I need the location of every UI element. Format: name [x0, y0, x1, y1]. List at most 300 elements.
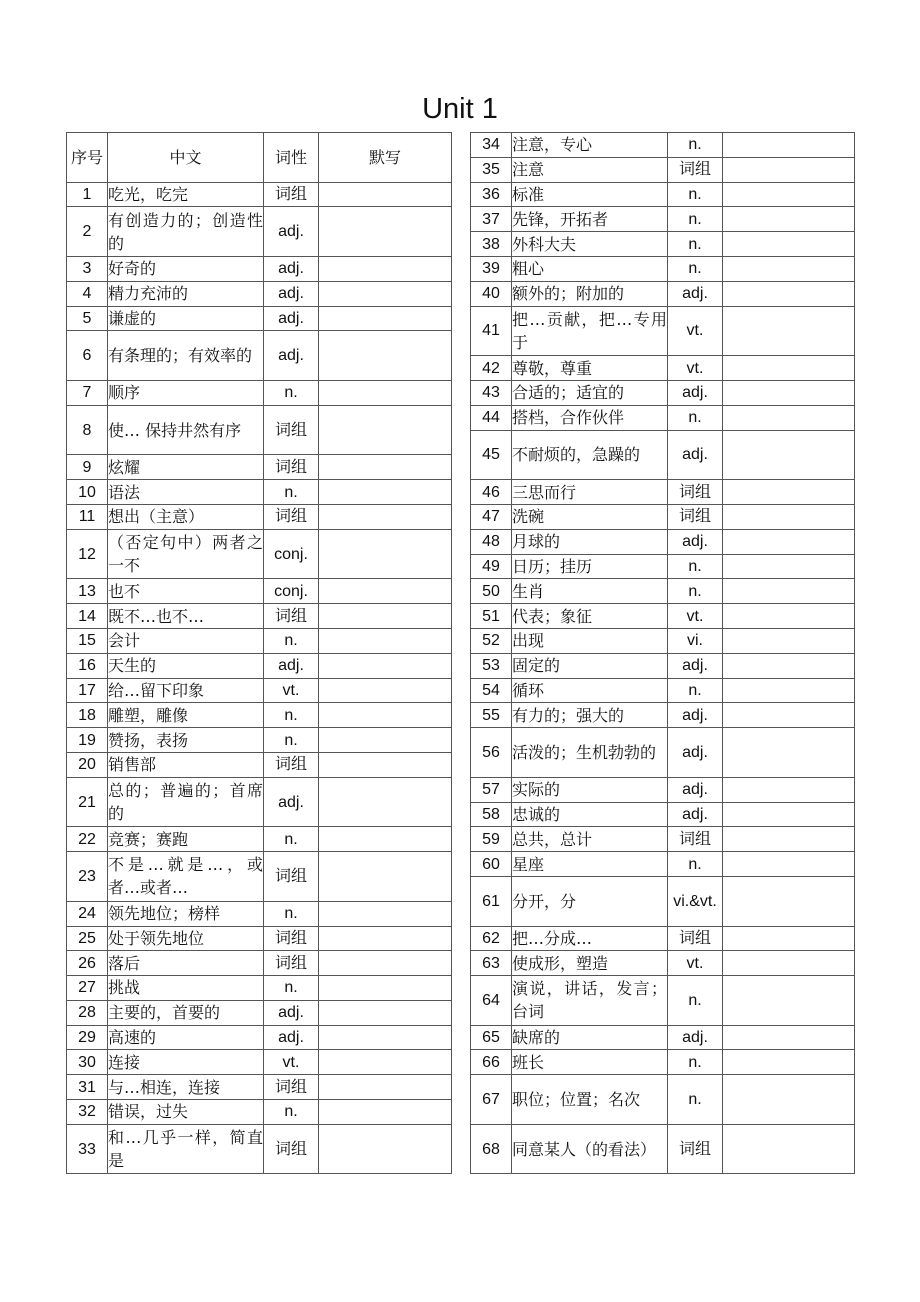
chinese-meaning: 高速的: [108, 1025, 264, 1050]
chinese-meaning: 月球的: [512, 529, 668, 554]
dictation-cell[interactable]: [723, 604, 855, 629]
header-number: 序号: [67, 133, 108, 183]
table-row: [471, 579, 855, 604]
chinese-meaning: 搭档，合作伙伴: [512, 405, 668, 430]
part-of-speech: n.: [668, 133, 723, 158]
row-number: 59: [471, 827, 512, 852]
table-row: [67, 1100, 452, 1125]
row-number: 27: [67, 976, 108, 1001]
part-of-speech: adj.: [264, 1025, 319, 1050]
chinese-meaning: 有力的；强大的: [512, 703, 668, 728]
dictation-cell[interactable]: [319, 1025, 452, 1050]
row-number: 55: [471, 703, 512, 728]
chinese-meaning: 合适的；适宜的: [512, 380, 668, 405]
chinese-meaning: 语法: [108, 480, 264, 505]
part-of-speech: vi.&vt.: [668, 876, 723, 926]
row-number: 10: [67, 480, 108, 505]
row-number: 56: [471, 728, 512, 778]
chinese-meaning: 缺席的: [512, 1025, 668, 1050]
part-of-speech: 词组: [264, 182, 319, 207]
table-row: [471, 182, 855, 207]
row-number: 37: [471, 207, 512, 232]
table-row: [471, 1025, 855, 1050]
dictation-cell[interactable]: [723, 926, 855, 951]
part-of-speech: n.: [264, 1100, 319, 1125]
part-of-speech: n.: [668, 678, 723, 703]
chinese-meaning: 炫耀: [108, 455, 264, 480]
row-number: 9: [67, 455, 108, 480]
part-of-speech: adj.: [668, 380, 723, 405]
dictation-cell[interactable]: [319, 405, 452, 455]
header-part-of-speech: 词性: [264, 133, 319, 183]
dictation-cell[interactable]: [319, 207, 452, 257]
header-chinese: 中文: [108, 133, 264, 183]
chinese-meaning: 出现: [512, 628, 668, 653]
part-of-speech: conj.: [264, 579, 319, 604]
dictation-cell[interactable]: [319, 480, 452, 505]
row-number: 50: [471, 579, 512, 604]
chinese-meaning: 总的；普遍的；首席的: [108, 777, 264, 827]
dictation-cell[interactable]: [723, 852, 855, 877]
table-row: [67, 852, 452, 902]
chinese-meaning: 也不: [108, 579, 264, 604]
row-number: 61: [471, 876, 512, 926]
dictation-cell[interactable]: [319, 306, 452, 331]
row-number: 62: [471, 926, 512, 951]
dictation-cell[interactable]: [723, 232, 855, 257]
chinese-meaning: 星座: [512, 852, 668, 877]
part-of-speech: adj.: [668, 1025, 723, 1050]
part-of-speech: adj.: [668, 529, 723, 554]
part-of-speech: 词组: [264, 405, 319, 455]
dictation-cell[interactable]: [723, 133, 855, 158]
chinese-meaning: 谦虚的: [108, 306, 264, 331]
chinese-meaning: 代表；象征: [512, 604, 668, 629]
table-row: [67, 529, 452, 579]
dictation-cell[interactable]: [723, 281, 855, 306]
row-number: 63: [471, 951, 512, 976]
part-of-speech: n.: [668, 232, 723, 257]
row-number: 25: [67, 926, 108, 951]
dictation-cell[interactable]: [723, 1025, 855, 1050]
table-row: [471, 281, 855, 306]
row-number: 40: [471, 281, 512, 306]
dictation-cell[interactable]: [723, 653, 855, 678]
dictation-cell[interactable]: [723, 480, 855, 505]
dictation-cell[interactable]: [723, 1075, 855, 1125]
table-row: [67, 579, 452, 604]
table-row: [471, 405, 855, 430]
row-number: 34: [471, 133, 512, 158]
dictation-cell[interactable]: [723, 306, 855, 356]
part-of-speech: 词组: [264, 455, 319, 480]
part-of-speech: n.: [668, 182, 723, 207]
dictation-cell[interactable]: [319, 728, 452, 753]
chinese-meaning: 三思而行: [512, 480, 668, 505]
dictation-cell[interactable]: [723, 876, 855, 926]
row-number: 64: [471, 976, 512, 1026]
dictation-cell[interactable]: [723, 827, 855, 852]
row-number: 19: [67, 728, 108, 753]
part-of-speech: conj.: [264, 529, 319, 579]
part-of-speech: 词组: [264, 926, 319, 951]
chinese-meaning: 会计: [108, 628, 264, 653]
dictation-cell[interactable]: [319, 1000, 452, 1025]
row-number: 35: [471, 157, 512, 182]
chinese-meaning: 分开，分: [512, 876, 668, 926]
part-of-speech: n.: [668, 852, 723, 877]
dictation-cell[interactable]: [723, 182, 855, 207]
row-number: 42: [471, 356, 512, 381]
dictation-cell[interactable]: [319, 1100, 452, 1125]
chinese-meaning: 额外的；附加的: [512, 281, 668, 306]
part-of-speech: adj.: [264, 331, 319, 381]
dictation-cell[interactable]: [723, 256, 855, 281]
row-number: 30: [67, 1050, 108, 1075]
dictation-cell[interactable]: [319, 504, 452, 529]
chinese-meaning: 主要的，首要的: [108, 1000, 264, 1025]
row-number: 33: [67, 1124, 108, 1174]
table-row: [471, 529, 855, 554]
chinese-meaning: 落后: [108, 951, 264, 976]
chinese-meaning: 竞赛；赛跑: [108, 827, 264, 852]
row-number: 24: [67, 901, 108, 926]
table-row: [471, 380, 855, 405]
row-number: 48: [471, 529, 512, 554]
row-number: 6: [67, 331, 108, 381]
header-dictation: 默写: [319, 133, 452, 183]
part-of-speech: n.: [668, 554, 723, 579]
row-number: 20: [67, 752, 108, 777]
part-of-speech: n.: [668, 256, 723, 281]
table-row: [67, 951, 452, 976]
row-number: 17: [67, 678, 108, 703]
row-number: 23: [67, 852, 108, 902]
dictation-cell[interactable]: [723, 678, 855, 703]
chinese-meaning: 使… 保持井然有序: [108, 405, 264, 455]
table-row: [67, 901, 452, 926]
chinese-meaning: 有创造力的；创造性的: [108, 207, 264, 257]
chinese-meaning: 注意: [512, 157, 668, 182]
table-row: [67, 306, 452, 331]
dictation-cell[interactable]: [319, 182, 452, 207]
page-title: Unit 1: [422, 93, 498, 125]
part-of-speech: adj.: [264, 777, 319, 827]
row-number: 29: [67, 1025, 108, 1050]
dictation-cell[interactable]: [319, 678, 452, 703]
table-row: [471, 133, 855, 158]
table-row: [471, 480, 855, 505]
table-row: [471, 1124, 855, 1174]
dictation-cell[interactable]: [319, 281, 452, 306]
table-row: [67, 628, 452, 653]
chinese-meaning: 固定的: [512, 653, 668, 678]
part-of-speech: vt.: [668, 356, 723, 381]
row-number: 54: [471, 678, 512, 703]
table-row: [67, 926, 452, 951]
table-row: [471, 653, 855, 678]
part-of-speech: adj.: [668, 430, 723, 480]
table-row: [471, 356, 855, 381]
part-of-speech: 词组: [668, 157, 723, 182]
part-of-speech: n.: [668, 1050, 723, 1075]
dictation-cell[interactable]: [319, 1124, 452, 1174]
row-number: 67: [471, 1075, 512, 1125]
table-row: [67, 1124, 452, 1174]
table-row: [67, 504, 452, 529]
chinese-meaning: 吃光，吃完: [108, 182, 264, 207]
chinese-meaning: 职位；位置；名次: [512, 1075, 668, 1125]
row-number: 66: [471, 1050, 512, 1075]
table-row: [67, 604, 452, 629]
row-number: 46: [471, 480, 512, 505]
table-row: [471, 926, 855, 951]
table-row: [67, 256, 452, 281]
dictation-cell[interactable]: [319, 852, 452, 902]
row-number: 49: [471, 554, 512, 579]
vocab-table-left: [66, 132, 452, 1174]
part-of-speech: 词组: [668, 827, 723, 852]
part-of-speech: n.: [668, 405, 723, 430]
dictation-cell[interactable]: [723, 802, 855, 827]
table-row: [471, 951, 855, 976]
dictation-cell[interactable]: [319, 331, 452, 381]
chinese-meaning: 生肖: [512, 579, 668, 604]
part-of-speech: 词组: [264, 752, 319, 777]
table-row: [67, 455, 452, 480]
part-of-speech: adj.: [264, 653, 319, 678]
table-row: [471, 852, 855, 877]
table-row: [471, 554, 855, 579]
dictation-cell[interactable]: [319, 752, 452, 777]
chinese-meaning: 挑战: [108, 976, 264, 1001]
part-of-speech: n.: [264, 480, 319, 505]
part-of-speech: adj.: [264, 1000, 319, 1025]
chinese-meaning: 先锋，开拓者: [512, 207, 668, 232]
row-number: 21: [67, 777, 108, 827]
row-number: 11: [67, 504, 108, 529]
chinese-meaning: 连接: [108, 1050, 264, 1075]
part-of-speech: adj.: [668, 802, 723, 827]
dictation-cell[interactable]: [319, 256, 452, 281]
chinese-meaning: （否定句中）两者之一不: [108, 529, 264, 579]
chinese-meaning: 雕塑，雕像: [108, 703, 264, 728]
dictation-cell[interactable]: [723, 380, 855, 405]
dictation-cell[interactable]: [723, 628, 855, 653]
table-row: [67, 380, 452, 405]
row-number: 39: [471, 256, 512, 281]
table-row: [471, 604, 855, 629]
part-of-speech: n.: [264, 827, 319, 852]
dictation-cell[interactable]: [319, 529, 452, 579]
row-number: 44: [471, 405, 512, 430]
part-of-speech: adj.: [668, 703, 723, 728]
dictation-cell[interactable]: [723, 1124, 855, 1174]
dictation-cell[interactable]: [723, 703, 855, 728]
chinese-meaning: 忠诚的: [512, 802, 668, 827]
part-of-speech: vt.: [668, 306, 723, 356]
part-of-speech: 词组: [264, 504, 319, 529]
dictation-cell[interactable]: [319, 976, 452, 1001]
dictation-cell[interactable]: [723, 579, 855, 604]
table-row: [67, 1050, 452, 1075]
row-number: 14: [67, 604, 108, 629]
chinese-meaning: 注意，专心: [512, 133, 668, 158]
dictation-cell[interactable]: [319, 703, 452, 728]
row-number: 57: [471, 777, 512, 802]
row-number: 5: [67, 306, 108, 331]
chinese-meaning: 给…留下印象: [108, 678, 264, 703]
table-row: [67, 331, 452, 381]
table-row: [67, 1025, 452, 1050]
chinese-meaning: 处于领先地位: [108, 926, 264, 951]
table-row: [67, 653, 452, 678]
table-row: [67, 405, 452, 455]
row-number: 47: [471, 504, 512, 529]
table-row: [67, 777, 452, 827]
part-of-speech: vt.: [668, 604, 723, 629]
dictation-cell[interactable]: [319, 455, 452, 480]
row-number: 16: [67, 653, 108, 678]
dictation-cell[interactable]: [319, 1075, 452, 1100]
table-row: [471, 1075, 855, 1125]
dictation-cell[interactable]: [723, 504, 855, 529]
table-row: [67, 827, 452, 852]
part-of-speech: n.: [264, 628, 319, 653]
table-row: [67, 703, 452, 728]
row-number: 7: [67, 380, 108, 405]
table-row: [67, 207, 452, 257]
part-of-speech: vi.: [668, 628, 723, 653]
table-row: [67, 678, 452, 703]
dictation-cell[interactable]: [319, 579, 452, 604]
chinese-meaning: 有条理的；有效率的: [108, 331, 264, 381]
table-row: [471, 628, 855, 653]
chinese-meaning: 销售部: [108, 752, 264, 777]
dictation-cell[interactable]: [319, 901, 452, 926]
dictation-cell[interactable]: [319, 380, 452, 405]
dictation-cell[interactable]: [723, 951, 855, 976]
table-row: [471, 827, 855, 852]
dictation-cell[interactable]: [723, 207, 855, 232]
table-header-row: [67, 133, 452, 183]
chinese-meaning: 外科大夫: [512, 232, 668, 257]
part-of-speech: n.: [668, 976, 723, 1026]
part-of-speech: 词组: [668, 926, 723, 951]
dictation-cell[interactable]: [319, 777, 452, 827]
table-row: [471, 157, 855, 182]
chinese-meaning: 领先地位；榜样: [108, 901, 264, 926]
row-number: 36: [471, 182, 512, 207]
dictation-cell[interactable]: [723, 405, 855, 430]
chinese-meaning: 尊敬，尊重: [512, 356, 668, 381]
table-row: [471, 703, 855, 728]
chinese-meaning: 循环: [512, 678, 668, 703]
row-number: 3: [67, 256, 108, 281]
chinese-meaning: 同意某人（的看法）: [512, 1124, 668, 1174]
table-row: [67, 752, 452, 777]
table-row: [471, 232, 855, 257]
row-number: 68: [471, 1124, 512, 1174]
row-number: 45: [471, 430, 512, 480]
part-of-speech: adj.: [668, 281, 723, 306]
part-of-speech: n.: [264, 728, 319, 753]
dictation-cell[interactable]: [723, 728, 855, 778]
row-number: 65: [471, 1025, 512, 1050]
row-number: 38: [471, 232, 512, 257]
dictation-cell[interactable]: [723, 356, 855, 381]
chinese-meaning: 活泼的；生机勃勃的: [512, 728, 668, 778]
dictation-cell[interactable]: [319, 653, 452, 678]
chinese-meaning: 使成形，塑造: [512, 951, 668, 976]
dictation-cell[interactable]: [723, 157, 855, 182]
part-of-speech: adj.: [668, 653, 723, 678]
part-of-speech: 词组: [264, 1124, 319, 1174]
dictation-cell[interactable]: [723, 777, 855, 802]
dictation-cell[interactable]: [319, 604, 452, 629]
row-number: 51: [471, 604, 512, 629]
chinese-meaning: 演说，讲话，发言；台词: [512, 976, 668, 1026]
dictation-cell[interactable]: [723, 554, 855, 579]
chinese-meaning: 把…分成…: [512, 926, 668, 951]
dictation-cell[interactable]: [319, 827, 452, 852]
part-of-speech: 词组: [264, 1075, 319, 1100]
dictation-cell[interactable]: [319, 1050, 452, 1075]
table-row: [471, 207, 855, 232]
part-of-speech: 词组: [264, 852, 319, 902]
chinese-meaning: 精力充沛的: [108, 281, 264, 306]
table-row: [471, 976, 855, 1026]
table-row: [67, 1000, 452, 1025]
table-row: [67, 1075, 452, 1100]
chinese-meaning: 错误，过失: [108, 1100, 264, 1125]
table-row: [67, 281, 452, 306]
part-of-speech: n.: [668, 1075, 723, 1125]
row-number: 4: [67, 281, 108, 306]
dictation-cell[interactable]: [723, 1050, 855, 1075]
chinese-meaning: 天生的: [108, 653, 264, 678]
chinese-meaning: 实际的: [512, 777, 668, 802]
part-of-speech: 词组: [264, 604, 319, 629]
row-number: 28: [67, 1000, 108, 1025]
chinese-meaning: 洗碗: [512, 504, 668, 529]
table-row: [471, 504, 855, 529]
chinese-meaning: 粗心: [512, 256, 668, 281]
table-row: [67, 182, 452, 207]
row-number: 58: [471, 802, 512, 827]
dictation-cell[interactable]: [723, 430, 855, 480]
part-of-speech: adj.: [264, 207, 319, 257]
chinese-meaning: 和…几乎一样，简直是: [108, 1124, 264, 1174]
dictation-cell[interactable]: [723, 529, 855, 554]
part-of-speech: adj.: [264, 281, 319, 306]
dictation-cell[interactable]: [723, 976, 855, 1026]
chinese-meaning: 想出（主意）: [108, 504, 264, 529]
table-row: [471, 306, 855, 356]
row-number: 13: [67, 579, 108, 604]
dictation-cell[interactable]: [319, 951, 452, 976]
chinese-meaning: 日历；挂历: [512, 554, 668, 579]
dictation-cell[interactable]: [319, 926, 452, 951]
row-number: 8: [67, 405, 108, 455]
part-of-speech: 词组: [264, 951, 319, 976]
dictation-cell[interactable]: [319, 628, 452, 653]
table-row: [471, 678, 855, 703]
part-of-speech: n.: [264, 976, 319, 1001]
part-of-speech: n.: [264, 380, 319, 405]
chinese-meaning: 班长: [512, 1050, 668, 1075]
part-of-speech: vt.: [264, 1050, 319, 1075]
